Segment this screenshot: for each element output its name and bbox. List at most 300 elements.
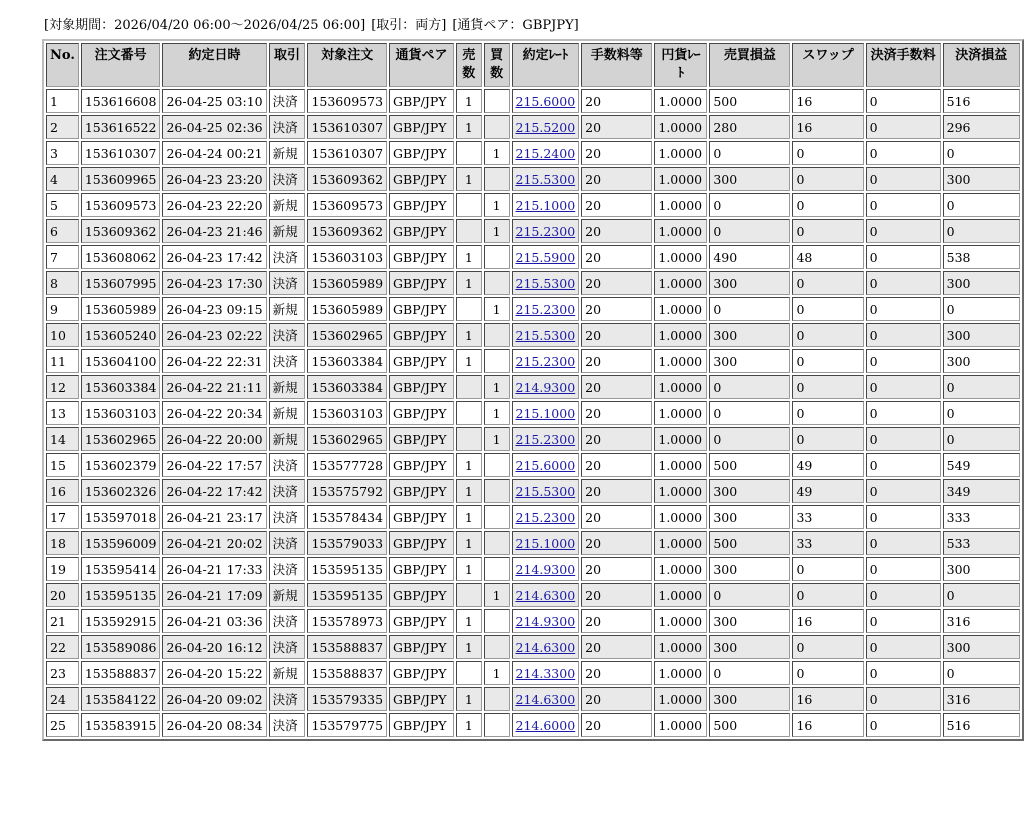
- cell-target-order: 153588837: [307, 635, 387, 659]
- cell-trading-pl: 280: [709, 115, 790, 139]
- cell-fees: 20: [581, 661, 652, 685]
- table-row: [46, 635, 1020, 659]
- cell-sell-qty: 1: [456, 557, 482, 581]
- cell-settlement-fee: 0: [866, 167, 941, 191]
- cell-swap: 49: [792, 453, 863, 477]
- cell-swap: 0: [792, 141, 863, 165]
- cell-jpy-rate: 1.0000: [654, 583, 707, 607]
- cell-swap: 16: [792, 687, 863, 711]
- cell-trading-pl: 300: [709, 505, 790, 529]
- col-header-execution-time: 約定日時: [162, 43, 266, 87]
- cell-target-order: 153578973: [307, 609, 387, 633]
- execution-rate-link[interactable]: 215.5300: [515, 483, 576, 499]
- cell-swap: 0: [792, 375, 863, 399]
- cell-currency-pair: GBP/JPY: [389, 713, 454, 737]
- execution-rate-link[interactable]: 215.1000: [515, 197, 576, 213]
- cell-execution-rate: [512, 505, 580, 529]
- cell-settlement-pl: 516: [943, 713, 1020, 737]
- cell-settlement-fee: 0: [866, 219, 941, 243]
- cell-trading-pl: 500: [709, 89, 790, 113]
- cell-settlement-fee: 0: [866, 505, 941, 529]
- cell-order-number: 153609362: [81, 219, 161, 243]
- cell-no: 13: [46, 401, 79, 425]
- cell-sell-qty: 1: [456, 531, 482, 555]
- cell-buy-qty: [484, 167, 510, 191]
- cell-fees: 20: [581, 609, 652, 633]
- cell-execution-rate: [512, 531, 580, 555]
- cell-settlement-pl: 0: [943, 427, 1020, 451]
- cell-sell-qty: [456, 193, 482, 217]
- cell-swap: 0: [792, 635, 863, 659]
- execution-rate-link[interactable]: 214.9300: [515, 613, 576, 629]
- cell-execution-time: 26-04-22 20:00: [162, 427, 266, 451]
- cell-no: 3: [46, 141, 79, 165]
- table-row: [46, 505, 1020, 529]
- table-row: [46, 687, 1020, 711]
- cell-buy-qty: 1: [484, 141, 510, 165]
- cell-order-number: 153583915: [81, 713, 161, 737]
- cell-sell-qty: [456, 583, 482, 607]
- cell-execution-rate: [512, 401, 580, 425]
- table-row: [46, 271, 1020, 295]
- cell-fees: 20: [581, 453, 652, 477]
- cell-buy-qty: [484, 713, 510, 737]
- cell-execution-rate: [512, 167, 580, 191]
- cell-settlement-fee: 0: [866, 349, 941, 373]
- cell-swap: 16: [792, 115, 863, 139]
- cell-fees: 20: [581, 687, 652, 711]
- cell-sell-qty: 1: [456, 713, 482, 737]
- col-header-execution-rate: 約定ﾚｰﾄ: [512, 43, 580, 87]
- cell-currency-pair: GBP/JPY: [389, 505, 454, 529]
- cell-settlement-pl: 0: [943, 141, 1020, 165]
- cell-target-order: 153603103: [307, 245, 387, 269]
- cell-buy-qty: 1: [484, 219, 510, 243]
- cell-buy-qty: 1: [484, 427, 510, 451]
- cell-jpy-rate: 1.0000: [654, 219, 707, 243]
- cell-settlement-fee: 0: [866, 479, 941, 503]
- cell-buy-qty: [484, 609, 510, 633]
- cell-trading-pl: 0: [709, 219, 790, 243]
- cell-swap: 33: [792, 505, 863, 529]
- cell-execution-time: 26-04-25 03:10: [162, 89, 266, 113]
- table-row: [46, 557, 1020, 581]
- cell-swap: 49: [792, 479, 863, 503]
- cell-currency-pair: GBP/JPY: [389, 401, 454, 425]
- execution-rate-link[interactable]: 215.2300: [515, 431, 576, 447]
- col-header-order-number: 注文番号: [81, 43, 161, 87]
- cell-currency-pair: GBP/JPY: [389, 609, 454, 633]
- cell-settlement-pl: 300: [943, 349, 1020, 373]
- cell-fees: 20: [581, 635, 652, 659]
- cell-settlement-fee: 0: [866, 115, 941, 139]
- cell-swap: 16: [792, 609, 863, 633]
- cell-target-order: 153577728: [307, 453, 387, 477]
- cell-settlement-fee: 0: [866, 635, 941, 659]
- cell-trading-pl: 300: [709, 167, 790, 191]
- cell-execution-rate: [512, 687, 580, 711]
- cell-buy-qty: [484, 557, 510, 581]
- execution-rate-link[interactable]: 215.2300: [515, 353, 576, 369]
- execution-rate-link[interactable]: 215.1000: [515, 405, 576, 421]
- cell-sell-qty: [456, 661, 482, 685]
- cell-trade-type: 決済: [269, 557, 306, 581]
- cell-execution-time: 26-04-23 21:46: [162, 219, 266, 243]
- cell-buy-qty: [484, 115, 510, 139]
- execution-rate-link[interactable]: 215.6000: [515, 93, 576, 109]
- cell-execution-rate: [512, 583, 580, 607]
- cell-jpy-rate: 1.0000: [654, 193, 707, 217]
- cell-no: 9: [46, 297, 79, 321]
- cell-order-number: 153607995: [81, 271, 161, 295]
- cell-settlement-fee: 0: [866, 271, 941, 295]
- cell-settlement-fee: 0: [866, 245, 941, 269]
- cell-execution-time: 26-04-23 02:22: [162, 323, 266, 347]
- col-header-trading-pl: 売買損益: [709, 43, 790, 87]
- cell-execution-rate: [512, 427, 580, 451]
- cell-currency-pair: GBP/JPY: [389, 89, 454, 113]
- cell-execution-time: 26-04-22 17:57: [162, 453, 266, 477]
- cell-trade-type: 新規: [269, 661, 306, 685]
- execution-rate-link[interactable]: 214.6300: [515, 639, 576, 655]
- cell-jpy-rate: 1.0000: [654, 609, 707, 633]
- cell-no: 19: [46, 557, 79, 581]
- cell-jpy-rate: 1.0000: [654, 687, 707, 711]
- cell-swap: 0: [792, 323, 863, 347]
- cell-order-number: 153592915: [81, 609, 161, 633]
- cell-currency-pair: GBP/JPY: [389, 141, 454, 165]
- col-header-swap: スワップ: [792, 43, 863, 87]
- execution-rate-link[interactable]: 215.2300: [515, 509, 576, 525]
- cell-trade-type: 新規: [269, 583, 306, 607]
- cell-settlement-pl: 300: [943, 271, 1020, 295]
- cell-execution-time: 26-04-21 17:09: [162, 583, 266, 607]
- cell-settlement-fee: 0: [866, 661, 941, 685]
- cell-swap: 48: [792, 245, 863, 269]
- cell-buy-qty: [484, 453, 510, 477]
- cell-currency-pair: GBP/JPY: [389, 297, 454, 321]
- cell-no: 16: [46, 479, 79, 503]
- cell-no: 22: [46, 635, 79, 659]
- cell-jpy-rate: 1.0000: [654, 479, 707, 503]
- cell-currency-pair: GBP/JPY: [389, 271, 454, 295]
- cell-swap: 0: [792, 271, 863, 295]
- cell-swap: 0: [792, 219, 863, 243]
- cell-order-number: 153609965: [81, 167, 161, 191]
- cell-settlement-fee: 0: [866, 687, 941, 711]
- cell-sell-qty: [456, 297, 482, 321]
- cell-order-number: 153605240: [81, 323, 161, 347]
- cell-execution-rate: [512, 453, 580, 477]
- header-row: [46, 43, 1020, 87]
- cell-currency-pair: GBP/JPY: [389, 323, 454, 347]
- cell-jpy-rate: 1.0000: [654, 505, 707, 529]
- cell-trade-type: 決済: [269, 687, 306, 711]
- execution-rate-link[interactable]: 215.5300: [515, 275, 576, 291]
- cell-trading-pl: 0: [709, 297, 790, 321]
- cell-no: 6: [46, 219, 79, 243]
- cell-sell-qty: 1: [456, 349, 482, 373]
- cell-settlement-pl: 0: [943, 375, 1020, 399]
- cell-target-order: 153610307: [307, 115, 387, 139]
- cell-currency-pair: GBP/JPY: [389, 635, 454, 659]
- cell-jpy-rate: 1.0000: [654, 349, 707, 373]
- table-row: [46, 661, 1020, 685]
- cell-jpy-rate: 1.0000: [654, 427, 707, 451]
- cell-execution-time: 26-04-21 20:02: [162, 531, 266, 555]
- cell-jpy-rate: 1.0000: [654, 115, 707, 139]
- cell-target-order: 153602965: [307, 323, 387, 347]
- cell-trading-pl: 0: [709, 141, 790, 165]
- cell-buy-qty: 1: [484, 401, 510, 425]
- cell-currency-pair: GBP/JPY: [389, 193, 454, 217]
- cell-settlement-pl: 0: [943, 193, 1020, 217]
- cell-target-order: 153610307: [307, 141, 387, 165]
- execution-rate-link[interactable]: 214.6300: [515, 587, 576, 603]
- cell-trade-type: 新規: [269, 427, 306, 451]
- cell-trade-type: 新規: [269, 193, 306, 217]
- table-row: [46, 583, 1020, 607]
- cell-trading-pl: 300: [709, 271, 790, 295]
- table-row: [46, 167, 1020, 191]
- cell-trade-type: 新規: [269, 401, 306, 425]
- cell-trading-pl: 0: [709, 427, 790, 451]
- cell-buy-qty: [484, 479, 510, 503]
- col-header-jpy-rate: 円貨ﾚｰﾄ: [654, 43, 707, 87]
- cell-settlement-pl: 0: [943, 401, 1020, 425]
- cell-no: 20: [46, 583, 79, 607]
- cell-no: 24: [46, 687, 79, 711]
- table-row: [46, 193, 1020, 217]
- cell-execution-time: 26-04-23 23:20: [162, 167, 266, 191]
- cell-no: 21: [46, 609, 79, 633]
- cell-no: 2: [46, 115, 79, 139]
- cell-execution-rate: [512, 193, 580, 217]
- cell-trading-pl: 300: [709, 635, 790, 659]
- execution-rate-link[interactable]: 215.1000: [515, 535, 576, 551]
- cell-jpy-rate: 1.0000: [654, 401, 707, 425]
- execution-rate-link[interactable]: 215.2300: [515, 223, 576, 239]
- cell-settlement-pl: 533: [943, 531, 1020, 555]
- cell-execution-rate: [512, 479, 580, 503]
- table-row: [46, 245, 1020, 269]
- cell-buy-qty: 1: [484, 193, 510, 217]
- cell-trade-type: 決済: [269, 453, 306, 477]
- cell-target-order: 153579033: [307, 531, 387, 555]
- cell-fees: 20: [581, 583, 652, 607]
- cell-trading-pl: 300: [709, 557, 790, 581]
- cell-fees: 20: [581, 115, 652, 139]
- cell-target-order: 153579775: [307, 713, 387, 737]
- cell-target-order: 153575792: [307, 479, 387, 503]
- cell-settlement-pl: 296: [943, 115, 1020, 139]
- cell-trade-type: 決済: [269, 531, 306, 555]
- cell-buy-qty: 1: [484, 375, 510, 399]
- cell-order-number: 153603384: [81, 375, 161, 399]
- cell-fees: 20: [581, 375, 652, 399]
- cell-trade-type: 決済: [269, 89, 306, 113]
- execution-rate-link[interactable]: 214.3300: [515, 665, 576, 681]
- cell-execution-rate: [512, 297, 580, 321]
- cell-fees: 20: [581, 167, 652, 191]
- cell-execution-rate: [512, 557, 580, 581]
- cell-execution-rate: [512, 713, 580, 737]
- cell-trade-type: 決済: [269, 479, 306, 503]
- cell-buy-qty: [484, 89, 510, 113]
- cell-trade-type: 新規: [269, 375, 306, 399]
- cell-currency-pair: GBP/JPY: [389, 349, 454, 373]
- cell-no: 18: [46, 531, 79, 555]
- cell-settlement-fee: 0: [866, 193, 941, 217]
- table-row: [46, 427, 1020, 451]
- cell-trading-pl: 500: [709, 453, 790, 477]
- cell-jpy-rate: 1.0000: [654, 557, 707, 581]
- cell-target-order: 153595135: [307, 583, 387, 607]
- cell-trade-type: 決済: [269, 713, 306, 737]
- cell-target-order: 153605989: [307, 297, 387, 321]
- cell-trade-type: 決済: [269, 505, 306, 529]
- cell-fees: 20: [581, 297, 652, 321]
- cell-currency-pair: GBP/JPY: [389, 219, 454, 243]
- col-header-buy-qty: 買数: [484, 43, 510, 87]
- cell-jpy-rate: 1.0000: [654, 89, 707, 113]
- cell-settlement-fee: 0: [866, 557, 941, 581]
- cell-trading-pl: 0: [709, 193, 790, 217]
- filter-summary: [44, 14, 585, 33]
- table-row: [46, 89, 1020, 113]
- cell-trade-type: 決済: [269, 167, 306, 191]
- cell-buy-qty: [484, 245, 510, 269]
- cell-buy-qty: 1: [484, 661, 510, 685]
- execution-rate-link[interactable]: 214.6300: [515, 691, 576, 707]
- cell-no: 14: [46, 427, 79, 451]
- table-row: [46, 115, 1020, 139]
- col-header-no: No.: [46, 43, 79, 87]
- execution-rate-link[interactable]: 214.9300: [515, 561, 576, 577]
- cell-no: 10: [46, 323, 79, 347]
- cell-trade-type: 決済: [269, 635, 306, 659]
- execution-rate-link[interactable]: 215.5200: [515, 119, 576, 135]
- cell-sell-qty: [456, 219, 482, 243]
- table-row: [46, 609, 1020, 633]
- execution-rate-link[interactable]: 215.5300: [515, 171, 576, 187]
- cell-trade-type: 決済: [269, 115, 306, 139]
- cell-execution-rate: [512, 141, 580, 165]
- cell-fees: 20: [581, 219, 652, 243]
- cell-no: 23: [46, 661, 79, 685]
- cell-sell-qty: [456, 427, 482, 451]
- col-header-fees: 手数料等: [581, 43, 652, 87]
- cell-swap: 0: [792, 401, 863, 425]
- cell-trading-pl: 300: [709, 479, 790, 503]
- execution-rate-link[interactable]: 214.6000: [515, 717, 576, 733]
- cell-trading-pl: 300: [709, 609, 790, 633]
- cell-jpy-rate: 1.0000: [654, 713, 707, 737]
- cell-swap: 0: [792, 661, 863, 685]
- trade-history-table: [42, 39, 1024, 741]
- cell-sell-qty: 1: [456, 453, 482, 477]
- cell-settlement-pl: 300: [943, 557, 1020, 581]
- cell-target-order: 153588837: [307, 661, 387, 685]
- cell-trading-pl: 500: [709, 531, 790, 555]
- cell-sell-qty: 1: [456, 687, 482, 711]
- col-header-sell-qty: 売数: [456, 43, 482, 87]
- cell-no: 12: [46, 375, 79, 399]
- cell-settlement-pl: 516: [943, 89, 1020, 113]
- col-header-settlement-pl: 決済損益: [943, 43, 1020, 87]
- cell-target-order: 153609362: [307, 219, 387, 243]
- execution-rate-link[interactable]: 215.2300: [515, 301, 576, 317]
- cell-sell-qty: 1: [456, 635, 482, 659]
- cell-execution-time: 26-04-20 16:12: [162, 635, 266, 659]
- cell-order-number: 153602965: [81, 427, 161, 451]
- cell-trade-type: 決済: [269, 349, 306, 373]
- cell-buy-qty: [484, 271, 510, 295]
- cell-buy-qty: [484, 687, 510, 711]
- cell-sell-qty: [456, 375, 482, 399]
- cell-settlement-pl: 0: [943, 219, 1020, 243]
- cell-jpy-rate: 1.0000: [654, 245, 707, 269]
- execution-rate-link[interactable]: 215.6000: [515, 457, 576, 473]
- cell-execution-time: 26-04-20 08:34: [162, 713, 266, 737]
- cell-order-number: 153616522: [81, 115, 161, 139]
- execution-rate-link[interactable]: 215.5300: [515, 327, 576, 343]
- cell-no: 25: [46, 713, 79, 737]
- execution-rate-link[interactable]: 215.2400: [515, 145, 576, 161]
- execution-rate-link[interactable]: 215.5900: [515, 249, 576, 265]
- cell-jpy-rate: 1.0000: [654, 635, 707, 659]
- cell-fees: 20: [581, 713, 652, 737]
- cell-order-number: 153603103: [81, 401, 161, 425]
- cell-trading-pl: 0: [709, 401, 790, 425]
- cell-order-number: 153597018: [81, 505, 161, 529]
- cell-sell-qty: 1: [456, 271, 482, 295]
- cell-fees: 20: [581, 245, 652, 269]
- cell-jpy-rate: 1.0000: [654, 323, 707, 347]
- cell-currency-pair: GBP/JPY: [389, 583, 454, 607]
- cell-settlement-pl: 549: [943, 453, 1020, 477]
- col-header-target-order: 対象注文: [307, 43, 387, 87]
- cell-target-order: 153578434: [307, 505, 387, 529]
- cell-target-order: 153605989: [307, 271, 387, 295]
- cell-execution-rate: [512, 349, 580, 373]
- cell-jpy-rate: 1.0000: [654, 141, 707, 165]
- cell-fees: 20: [581, 271, 652, 295]
- cell-settlement-fee: 0: [866, 375, 941, 399]
- cell-no: 11: [46, 349, 79, 373]
- cell-trade-type: 新規: [269, 141, 306, 165]
- cell-target-order: 153603103: [307, 401, 387, 425]
- cell-settlement-pl: 316: [943, 687, 1020, 711]
- cell-order-number: 153602379: [81, 453, 161, 477]
- cell-settlement-pl: 300: [943, 323, 1020, 347]
- cell-swap: 16: [792, 713, 863, 737]
- cell-currency-pair: GBP/JPY: [389, 557, 454, 581]
- table-row: [46, 141, 1020, 165]
- table-row: [46, 401, 1020, 425]
- cell-swap: 0: [792, 583, 863, 607]
- cell-execution-time: 26-04-22 20:34: [162, 401, 266, 425]
- cell-execution-rate: [512, 89, 580, 113]
- cell-fees: 20: [581, 349, 652, 373]
- cell-execution-rate: [512, 271, 580, 295]
- cell-currency-pair: GBP/JPY: [389, 531, 454, 555]
- cell-swap: 0: [792, 193, 863, 217]
- execution-rate-link[interactable]: 214.9300: [515, 379, 576, 395]
- cell-target-order: 153579335: [307, 687, 387, 711]
- cell-order-number: 153602326: [81, 479, 161, 503]
- table-row: [46, 713, 1020, 737]
